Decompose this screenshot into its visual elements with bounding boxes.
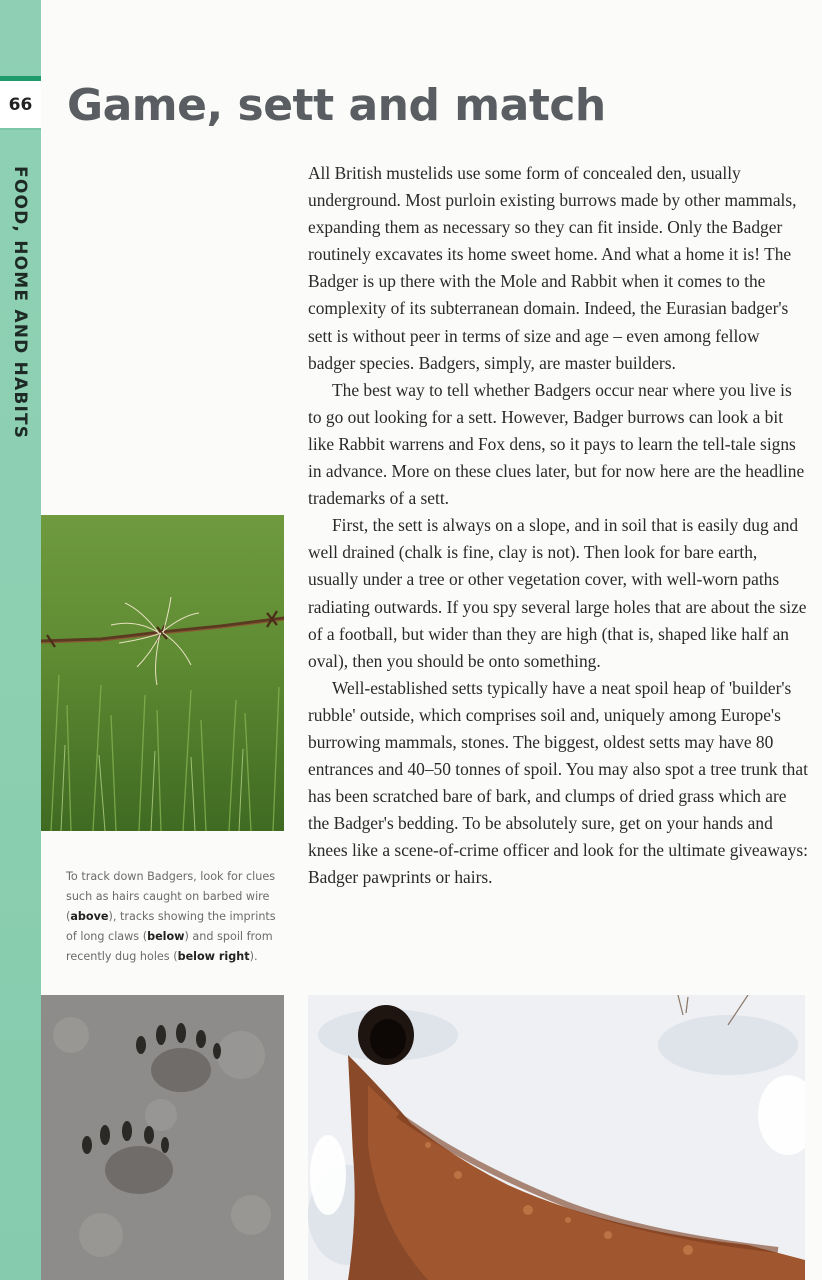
caption-emphasis: below <box>147 930 185 944</box>
caption-text: ). <box>249 950 258 964</box>
badger-pawprint-photo <box>41 995 284 1280</box>
photo-caption <box>66 867 288 967</box>
caption-text: To track down Badgers, look for clues such as hairs caught on barbed wire ( <box>66 870 276 924</box>
caption-text: ) and spoil from recently dug holes ( <box>66 930 273 964</box>
paragraph: Well-established setts typically have a neat spoil heap of 'builder's rubble' outside, which comprises soil and, uniquely among Europe's burrowing mammals, stones. The biggest, oldest setts may have 80 entrances and 40–50 tonnes of spoil. You may also spot a tree trunk that has been scratched bare of bark, and clumps of dried grass which are the Badger's bedding. To be absolutely sure, get on your hands and knees like a scene-of-crime officer and look for the ultimate giveaways: Badger pawprints or hairs. <box>308 677 808 888</box>
page-number-tab <box>0 76 41 130</box>
page-number: 66 <box>8 94 33 115</box>
caption-emphasis: above <box>70 910 109 924</box>
sett-spoil-snow-photo <box>308 995 805 1280</box>
paragraph: First, the sett is always on a slope, and in soil that is easily dug and well drained (chalk is fine, clay is not). Then look for bare earth, usually under a tree or other vegetation cover, with well-worn paths radiating outwards. If you spy several large holes that are about the size of a football, but wider than they are high (that is, shaped like half an oval), then you should be onto something. <box>308 515 807 671</box>
paragraph: All British mustelids use some form of concealed den, usually underground. Most purloin existing burrows made by other mammals, expanding them as necessary so they can fit inside. Only the Badger routinely excavates its home sweet home. And what a home it is! The Badger is up there with the Mole and Rabbit when it comes to the complexity of its subterranean domain. Indeed, the Eurasian badger's sett is without peer in terms of size and age – even among fellow badger species. Badgers, simply, are master builders. <box>308 163 797 373</box>
section-label: FOOD, HOME AND HABITS <box>10 166 30 440</box>
barbed-wire-hair-photo <box>41 515 284 831</box>
body-text <box>308 160 808 892</box>
caption-text: ), tracks showing the imprints of long claws ( <box>66 910 276 944</box>
paragraph: The best way to tell whether Badgers occur near where you live is to go out looking for a sett. However, Badger burrows can look a bit like Rabbit warrens and Fox dens, so it pays to learn the tell-tale signs in advance. More on these clues later, but for now here are the headline trademarks of a sett. <box>308 379 805 509</box>
page-title: Game, sett and match <box>67 80 606 131</box>
caption-emphasis: below right <box>177 950 250 964</box>
